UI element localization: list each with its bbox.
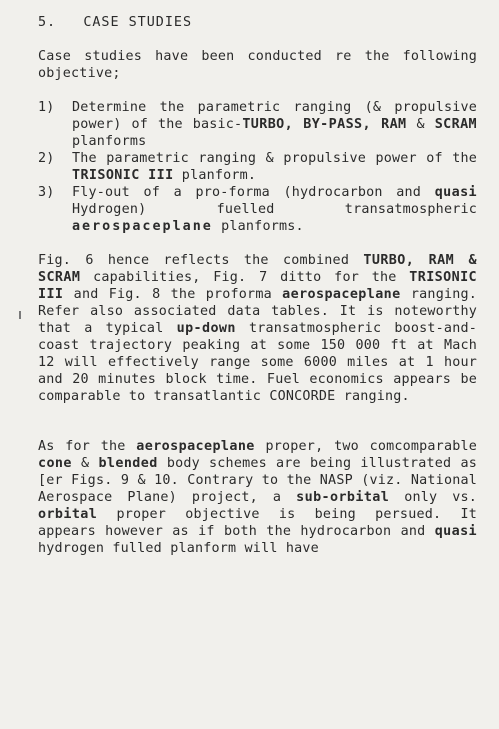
text-run: only vs. bbox=[389, 490, 477, 505]
intro-paragraph: Case studies have been conducted re the following objective; bbox=[38, 49, 477, 81]
bold-run: TURBO, BY-PASS, RAM bbox=[242, 117, 407, 132]
objective-number: 2) bbox=[38, 151, 55, 166]
paragraph-gap bbox=[38, 422, 477, 438]
bold-run: aerospaceplane bbox=[282, 287, 401, 302]
text-run: Hydrogen) fuelled transatmospheric bbox=[72, 202, 477, 217]
text-run: Fig. 6 hence reflects the combined bbox=[38, 253, 364, 268]
text-run: body schemes are being illustrated as [er Figs. 9 & 10. Contrary to the NASP (viz. National Aerospace Plane) project, a bbox=[38, 456, 477, 505]
text-run: planforms. bbox=[212, 219, 304, 234]
bold-run: TURBO, RAM & SCRAM bbox=[38, 253, 478, 285]
text-run: capabilities, Fig. 7 ditto for the bbox=[80, 270, 410, 285]
text-run: proper, two comcomparable bbox=[254, 439, 477, 454]
text-run: Determine the parametric ranging (& propulsive power) of the basic- bbox=[72, 100, 477, 132]
bold-run: TRISONIC III bbox=[38, 270, 477, 302]
text-run: proper objective is being persued. It appears however as if both the hydrocarbon and bbox=[38, 507, 477, 539]
objectives-list bbox=[38, 99, 477, 235]
bold-run: orbital bbox=[38, 507, 98, 522]
bold-run: quasi bbox=[434, 524, 477, 539]
bold-run: sub-orbital bbox=[296, 490, 390, 505]
text-run: ranging. Refer also associated data tables. It is noteworthy that a typical bbox=[38, 287, 477, 336]
objective-number: 1) bbox=[38, 100, 55, 115]
bold-run: TRISONIC III bbox=[72, 168, 174, 183]
objective-number: 3) bbox=[38, 185, 55, 200]
objective-text bbox=[72, 184, 477, 235]
bold-run: up-down bbox=[176, 321, 236, 336]
bold-run: quasi bbox=[434, 185, 477, 200]
bold-run: SCRAM bbox=[434, 117, 477, 132]
text-run: transatmospheric boost-and-coast trajectory peaking at some 150 000 ft at Mach 12 will effectively range some 6000 miles at 1 hour and 20 minutes block time. Fuel economics appears be comparable to transatlantic CONCORDE ranging. bbox=[38, 321, 477, 404]
objective-item bbox=[38, 99, 477, 150]
text-run: planforms bbox=[72, 134, 147, 149]
objective-text bbox=[72, 99, 477, 150]
aerospaceplane-paragraph bbox=[38, 438, 477, 557]
margin-mark bbox=[19, 311, 21, 319]
text-run: The parametric ranging & propulsive power of the bbox=[72, 151, 477, 166]
bold-run: blended bbox=[98, 456, 158, 471]
section-heading bbox=[38, 14, 477, 31]
text-run: & bbox=[406, 117, 435, 132]
text-run: Fly-out of a pro-forma (hydrocarbon and bbox=[72, 185, 435, 200]
section-title: CASE STUDIES bbox=[83, 15, 193, 30]
bold-run: aerospaceplane bbox=[72, 219, 213, 234]
text-run: planform. bbox=[173, 168, 257, 183]
bold-run: aerospaceplane bbox=[136, 439, 255, 454]
bold-run: cone bbox=[38, 456, 72, 471]
section-number: 5. bbox=[38, 15, 57, 30]
text-run: and Fig. 8 the proforma bbox=[63, 287, 283, 302]
text-run: As for the bbox=[38, 439, 137, 454]
objective-item bbox=[38, 150, 477, 184]
figures-paragraph bbox=[38, 252, 477, 405]
objective-item bbox=[38, 184, 477, 235]
objective-text bbox=[72, 150, 477, 184]
text-run: & bbox=[71, 456, 99, 471]
text-run: hydrogen fulled planform will have bbox=[38, 541, 319, 556]
